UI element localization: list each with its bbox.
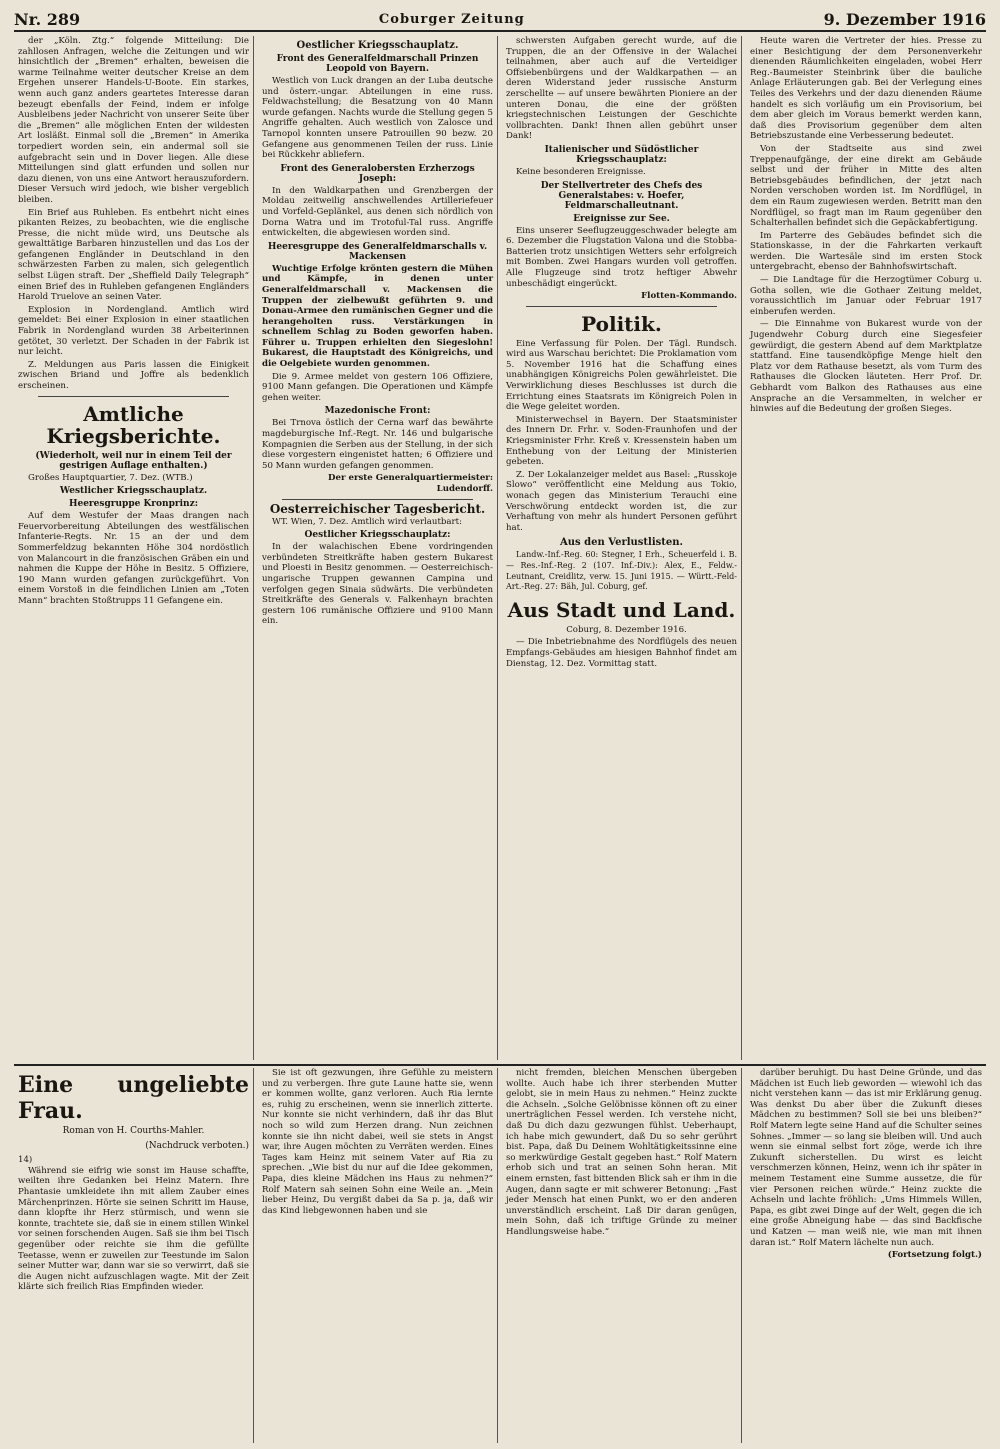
paper-name: Coburger Zeitung	[378, 11, 525, 27]
heading-note: (Wiederholt, weil nur in einem Teil der gestrigen Auflage enthalten.)	[35, 450, 232, 471]
article-walachei: In der walachischen Ebene vordringenden verbündeten Streitkräfte haben gestern Bukarest und Ploesti in Besitz genommen. — Oesterreichisch-ungarische Truppen gewannen Campina und verfolgen gegen Sinaia südwärts. Die verbündeten Streitkräfte des Generals v. Falkenhayn brachten gestern 106 rumänische Offiziere und 9100 Mann ein.	[262, 542, 493, 627]
divider-rule	[282, 499, 473, 500]
article-valona: Eins unserer Seeflugzeuggeschwader belegte am 6. Dezember die Flugstation Valona und die Stobba-Batterien trotz unsichtigen Wetters sehr erfolgreich mit Bomben. Zwei Hangars wurden voll getroffen. Alle Flugzeuge sind trotz heftiger Abwehr unbeschädigt eingerückt.	[506, 225, 737, 289]
article-polen: Eine Verfassung für Polen. Der Tägl. Rundsch. wird aus Warschau berichtet: Die Proklamation vom 5. November 1916 hat die Schaffung eines unabhängigen Königreichs Polen gewährleistet. Die Verwirklichung dieses Beschlusses ist durch die Errichtung eines Staatsrats im Königreich Polen in die Wege geleitet worden.	[506, 338, 737, 413]
signature-flotte: Flotten-Kommando.	[641, 291, 737, 302]
article-luck: Westlich von Luck drangen an der Luba deutsche und österr.-ungar. Abteilungen in eine russ. Feldwachstellung; die Besatzung von 40 Mann wurde gefangen. Nachts wurde die Stellung gegen 5 Angriffe gehalten. Auch westlich von Zalosce und Tarnopol konnten unsere Patrouillen 90 bezw. 20 Gefangene aus genommenen Teilen der russ. Linie bei Rückkehr abliefern.	[262, 76, 493, 161]
serial-text-1: Während sie eifrig wie sonst im Hause schaffte, weilten ihre Gedanken bei Heinz Matern. Ihre Phantasie umkleidete ihn mit allem Zauber eines Märchenprinzen. Hörte sie seinen Schritt im Hause, dann klopfte ihr Herz stürmisch, und wenn sie konnte, trachtete sie, daß sie in einem stillen Winkel vor seinen forschenden Augen. Saß sie ihm bei Tisch gegenüber oder reichte sie ihm die gefüllte Teetasse, wenn er zuweilen zur Teestunde im Salon seiner Mutter war, dann war sie so verwirrt, daß sie die Augen nicht aufzuschlagen wagte. Mit der Zeit klärte sich freilich Rias Empfinden wieder.	[18, 1165, 249, 1293]
heading-verlustlisten: Aus den Verlustlisten.	[560, 537, 683, 549]
article-keine: Keine besonderen Ereignisse.	[516, 166, 646, 177]
divider-rule	[38, 396, 229, 397]
heading-stadt-land: Aus Stadt und Land.	[507, 597, 736, 622]
article-explosion: Explosion in Nordengland. Amtlich wird gemeldet: Bei einer Explosion in einer staatlichen Fabrik in Nordengland wurden 38 Arbeiterinnen getötet, 30 verletzt. Der Schaden in der Fabrik ist nur leicht.	[18, 304, 249, 358]
heading-leopold: Front des Generalfeldmarschall Prinzen Leopold von Bayern.	[276, 54, 479, 74]
article-trnova: Bei Trnova östlich der Cerna warf das bewährte magdeburgische Inf.-Regt. Nr. 146 und bulgarische Kompagnien die Serben aus der Stellung, in der sich diese vorgestern eingenistet hatten; 6 Offiziere und 50 Mann wurden gefangen genommen.	[262, 418, 493, 471]
article-maas: Auf dem Westufer der Maas drangen nach Feuervorbereitung Abteilungen des westfälischen Infanterie-Regts. Nr. 15 an der und dem Sommerfeldzug bekannten Höhe 304 nordöstlich von Malancourt in die französischen Gräben ein und nahmen die Kuppe der Höhe in Besitz. 5 Offiziere, 190 Mann wurden gefangen zurückgeführt. Von einem Vorstoß in die feindlichen Linien am „Toten Mann“ brachten Stoßtrupps 11 Gefangene ein.	[18, 511, 249, 606]
heading-kronprinz: Heeresgruppe Kronprinz:	[68, 499, 199, 510]
serial-number: 14)	[18, 1155, 33, 1166]
column-1	[14, 36, 254, 1060]
divider-rule	[526, 306, 717, 307]
article-pioniere: schwersten Aufgaben gerecht wurde, auf die Truppen, die an der Offensive in der Walachei teilnahmen, aber auch auf die Verteidiger Offsiebenbürgens und der Waldkarpathen — an deren Widerstand jeder russische Ansturm zerschellte — auf unsere bewährten Pioniere an der unteren Donau, die eine der größten kriegstechnischen Leistungen der Geschichte vollbrachten. Dank! Ihnen allen gebührt unser Dank!	[506, 36, 737, 142]
article-bayern: Ministerwechsel in Bayern. Der Staatsminister des Innern Dr. Frhr. v. Soden-Fraunhofen und der Kriegsminister Frhr. Kreß v. Kressenstein haben um Enthebung von der Leitung der Ministerien gebeten.	[506, 414, 737, 468]
serial-column-1	[14, 1068, 254, 1443]
article-9-armee: Die 9. Armee meldet von gestern 106 Offiziere, 9100 Mann gefangen. Die Operationen und Kämpfe gehen weiter.	[262, 371, 493, 403]
serial-title: Eine ungeliebte Frau.	[18, 1072, 249, 1124]
heading-mazedonien: Mazedonische Front:	[324, 406, 431, 417]
heading-italien: Italienischer und Südöstlicher Kriegsschauplatz:	[544, 144, 699, 165]
article-siegesfeier: — Die Einnahme von Bukarest wurde von der Jugendwehr Coburg durch eine Siegesfeier gewürdigt, die gestern Abend auf dem Marktplatze stattfand. Eine tausendköpfige Menge hielt den Platz vor dem Rathause besetzt, als vom Turm des Rathauses die Glocken läuteten. Herr Prof. Dr. Gebhardt vom Balkon des Rathauses aus eine Ansprache an die Versammelten, in welcher er hinwies auf die Bedeutung der großen Sieges.	[750, 319, 982, 415]
heading-see: Ereignisse zur See.	[573, 213, 670, 224]
article-tokio: Z. Der Lokalanzeiger meldet aus Basel: „Russkoje Slowo“ veröffentlicht eine Meldung aus Tokio, wonach gegen das Ministerium Terauchi eine Verschwörung entdeckt worden ist, die zur Verhaftung von mehr als hundert Personen geführt hat.	[506, 469, 737, 533]
heading-austria: Oesterreichischer Tagesbericht.	[269, 501, 486, 516]
serial-column-4	[746, 1068, 986, 1443]
heading-politik: Politik.	[581, 311, 662, 336]
heading-mackensen: Heeresgruppe des Generalfeldmarschalls v. Mackensen	[267, 241, 488, 262]
article-treppen: Von der Stadtseite aus sind zwei Treppenaufgänge, der eine direkt am Gebäude selbst und der früher in Mitte des alten Betriebsgebäudes befindlichen, der jetzt nach Norden verschoben worden ist. Im Nordflügel, in dem ein Raum zugewiesen werden. Betritt man den Nordflügel, so fragt man im Raum gegenüber den Schalterhallen befindet sich die Gepäckabfertigung.	[750, 143, 982, 229]
hq-dateline: Großes Hauptquartier, 7. Dez. (WTB.)	[28, 472, 193, 483]
serial-section	[14, 1068, 986, 1443]
article-verlust: Landw.-Inf.-Reg. 60: Stegner, I Erh., Scheuerfeld i. B. — Res.-Inf.-Reg. 2 (107. Inf.-Div.): Alex, E., Feldw.-Leutnant, Creidlitz, verw. 15. Juni 1915. — Württ.-Feld-Art.-Reg. 27: Bäh, Jul. Coburg, gef.	[506, 550, 737, 592]
section-divider	[14, 1064, 986, 1066]
article-besichtigung: Heute waren die Vertreter der hies. Presse zu einer Besichtigung der dem Personenverkehr dienenden Räumlichkeiten eingeladen, wobei Herr Reg.-Baumeister Steinbrink über die bauliche Anlage Erläuterungen gab. Bei der Verlegung eines Teiles des Verkehrs und der dazu dienenden Räume handelt es sich vorläufig um ein Provisorium, bei dem aber gleich im Voraus bemerkt werden kann, daß dies Provisorium gegenüber dem alten Betriebszustande eine Verbesserung bedeutet.	[750, 36, 982, 142]
dateline-coburg: Coburg, 8. Dezember 1916.	[566, 624, 687, 635]
article-ruhleben: Ein Brief aus Ruhleben. Es entbehrt nicht eines pikanten Reizes, zu beobachten, wie die englische Presse, die nicht müde wird, uns Deutsche als gewalttätige Barbaren hinzustellen und das Los der gefangenen Engländer in Deutschland in den schwärzesten Farben zu malen, sich gelegentlich selbst Lügen straft. Der „Sheffield Daily Telegraph“ einen Brief des in Ruhleben gefangenen Engländers Harold Truelove an seinen Vater.	[18, 207, 249, 303]
issue-number: Nr. 289	[14, 9, 81, 29]
column-2	[258, 36, 498, 1060]
serial-text-4: darüber beruhigt. Du hast Deine Gründe, und das Mädchen ist Euch lieb geworden — wiewohl ich das nicht verstehen kann — das ist mir Erklärung genug. Was denkst Du aber über die Zukunft dieses Mädchen zu bestimmen? Soll sie bei uns bleiben?“ Rolf Matern legte seine Hand auf die Schulter seines Sohnes. „Immer — so lang sie bleiben will. Und auch wenn sie einmal selbst fort zöge, werde ich ihre Zukunft sicherstellen. Du wirst es leicht verschmerzen können, Heinz, wenn ich ihr später in meinem Testament eine Summe aussetze, die für vier Personen reichen würde.“ Heinz zuckte die Achseln und lachte fröhlich: „Ums Himmels Willen, Papa, es gibt zwei Dinge auf der Welt, gegen die ich eine große Abneigung habe — das sind Backfische und Katzen — man weiß nie, wie man mit ihnen daran ist.“ Rolf Matern lächelte nun auch.	[750, 1068, 982, 1248]
article-paris: Z. Meldungen aus Paris lassen die Einigkeit zwischen Briand und Joffre als bedenklich erscheinen.	[18, 359, 249, 391]
serial-continued: (Fortsetzung folgt.)	[887, 1250, 982, 1261]
heading-kriegsberichte: Amtliche Kriegsberichte.	[46, 401, 221, 448]
column-3	[502, 36, 742, 1060]
article-karpathen: In den Waldkarpathen und Grenzbergen der Moldau zeitweilig anschwellendes Artilleriefeuer und Vorfeld-Geplänkel, aus denen sich nördlich von Dorna Watra und im Trotoful-Tal russ. Angriffe entwickelten, die abgewiesen worden sind.	[262, 185, 493, 239]
article-bremen: der „Köln. Ztg.“ folgende Mitteilung: Die zahllosen Anfragen, welche die Zeitungen und wir hinsichtlich der „Bremen“ erhalten, beweisen die warme Teilnahme weiter deutscher Kreise an dem Ergehen unserer Handels-U-Boote. Ein starkes, wenn auch ganz anders geartetes Interesse daran bezeugt ebenfalls der Feind, indem er infolge Ausbleibens jeder Nachricht von unserer Seite über die „Bremen“ alle möglichen Enten der wildesten Art losläßt. Einmal soll die „Bremen“ in Amerika torpediert worden sein, ein andermal soll sie aufgebracht sein und in Dover liegen. Alle diese Mitteilungen sind glatt erfunden und sollen nur dazu dienen, von uns eine Antwort herauszufordern. Dieser Versuch wird jedoch, wie bisher vergeblich bleiben.	[18, 36, 249, 205]
signature-ludendorff: Der erste Generalquartiermeister: Ludendorff.	[328, 473, 493, 494]
serial-column-3	[502, 1068, 742, 1443]
serial-text-3: nicht fremden, bleichen Menschen übergeben wollte. Auch habe ich ihrer sterbenden Mutter gelobt, sie in mein Haus zu nehmen.“ Heinz zuckte die Achseln. „Solche Gelöbnisse können oft zu einer unerträglichen Fessel werden. Ich verstehe nicht, daß Du dich dazu gezwungen fühlst. Ueberhaupt, ich habe mich gewundert, daß Du so sehr gerührt bist. Papa, daß Du Deinem Wohltätigkeitssinne eine so merkwürdige Gestalt gegeben hast.“ Rolf Matern erhob sich und trat an seinen Sohn heran. Mit einem ernsten, fast bittenden Blick sah er ihm in die Augen, dann sagte er mit schwerer Betonung: „Fast jeder Mensch hat einen Punkt, wo er den anderen unverständlich erscheint. Laß Dir daran genügen, mein Sohn, daß ich triftige Gründe zu meiner Handlungsweise habe.“	[506, 1068, 737, 1237]
serial-note: (Nachdruck verboten.)	[145, 1140, 249, 1151]
article-bukarest: Wuchtige Erfolge krönten gestern die Mühen und Kämpfe, in denen unter Generalfeldmarschall v. Mackensen die Truppen der zielbewußt geführten 9. und Donau-Armee den rumänischen Gegner und die herangeholten russ. Verstärkungen in schnellem Schlag zu Boden geworfen haben. Führer u. Truppen erhielten den Siegeslohn! Bukarest, die Hauptstadt des Königreichs, und die Oelgebiete wurden genommen.	[262, 263, 493, 370]
article-landtage: — Die Landtage für die Herzogtümer Coburg u. Gotha sollen, wie die Gothaer Zeitung meldet, voraussichtlich im Januar oder Februar 1917 einberufen werden.	[750, 275, 982, 317]
heading-west: Westlicher Kriegsschauplatz.	[59, 486, 208, 497]
top-columns	[14, 36, 986, 1060]
heading-east: Oestlicher Kriegsschauplatz.	[296, 40, 459, 51]
heading-east-2: Oestlicher Kriegsschauplatz:	[304, 530, 451, 541]
serial-column-2	[258, 1068, 498, 1443]
masthead	[14, 8, 986, 32]
dateline-wien: WT. Wien, 7. Dez. Amtlich wird verlautbart:	[272, 516, 462, 527]
article-bahnhof: — Die Inbetriebnahme des Nordflügels des neuen Empfangs-Gebäudes am hiesigen Bahnhof findet am Dienstag, 12. Dez. Vormittag statt.	[506, 637, 737, 669]
serial-author: Roman von H. Courths-Mahler.	[62, 1126, 205, 1136]
issue-date: 9. Dezember 1916	[823, 9, 986, 29]
heading-chef: Der Stellvertreter des Chefs des Generalstabes: v. Hoefer, Feldmarschalleutnant.	[540, 180, 703, 211]
serial-text-2: Sie ist oft gezwungen, ihre Gefühle zu meistern und zu verbergen. Ihre gute Laune hatte sie, wenn er kommen wollte, ganz verloren. Auch Ria lernte es, ruhig zu erscheinen, wenn sie innerlich zitterte. Nur konnte sie nicht verhindern, daß ihr das Blut noch so wild zum Herzen drang. Nun zeichnen konnte sie ihn nicht dabei, weil sie stets in Angst war, ihre Augen möchten zu Verräten werden. Eines Tages kam Heinz mit seinem Vater auf Ria zu sprechen. „Wie bist du nur auf die Idee gekommen, Papa, dies kleine Mädchen ins Haus zu nehmen?“ Rolf Matern sah seinen Sohn eine Weile an. „Mein lieber Heinz, Du vergißt dabei da Sa p. ja, daß wir das Kind liebgewonnen haben und sie	[262, 1068, 493, 1216]
heading-joseph: Front des Generalobersten Erzherzogs Joseph:	[280, 163, 475, 184]
article-parterre: Im Parterre des Gebäudes befindet sich die Stationskasse, in der die Fahrkarten verkauft werden. Die Wartesäle sind im ersten Stock untergebracht, ebenso der Bahnhofswirtschaft.	[750, 230, 982, 273]
column-4	[746, 36, 986, 1060]
